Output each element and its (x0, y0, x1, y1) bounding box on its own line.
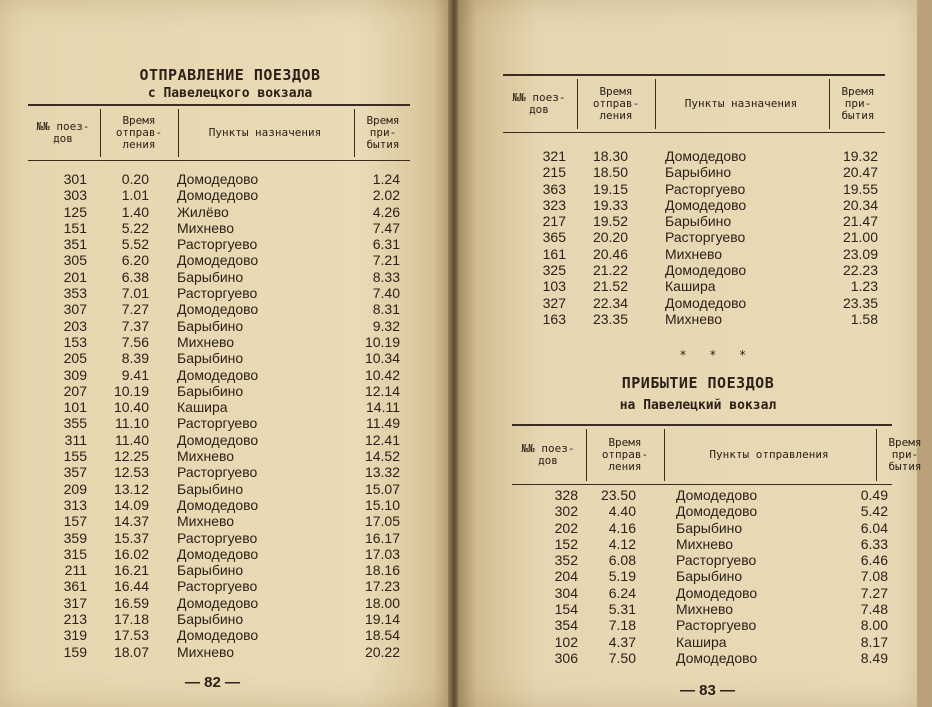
departure-time: 23.50 (600, 487, 636, 503)
train-number: 152 (554, 535, 578, 552)
station-name: Барыбино (177, 382, 244, 399)
station-name: Домодедово (665, 262, 747, 279)
station-name: Домодедово (665, 196, 747, 213)
arrival-time: 8.49 (860, 649, 888, 666)
col-departure-time: Время отправ- ления (592, 85, 640, 122)
station-name: Расторгуево (665, 229, 746, 246)
table-row (40, 611, 400, 627)
table-row (538, 585, 888, 601)
table-row (538, 487, 888, 503)
train-number: 151 (63, 219, 87, 236)
departure-time: 17.53 (113, 627, 149, 644)
table-row (538, 634, 888, 650)
station-name: Домодедово (177, 431, 259, 448)
departure-time: 16.44 (113, 578, 149, 595)
departures-continued-table (528, 148, 878, 327)
table-row (40, 513, 400, 529)
departure-time: 5.19 (608, 568, 636, 585)
table-row (538, 552, 888, 568)
station-name: Расторгуево (177, 529, 258, 546)
table-row (528, 229, 878, 245)
train-number: 207 (63, 382, 87, 399)
train-number: 325 (542, 262, 566, 279)
table-row (538, 568, 888, 584)
page-number-left: — 82 — (185, 674, 241, 691)
train-number: 211 (64, 562, 87, 579)
departure-time: 9.41 (121, 366, 149, 383)
arrival-time: 15.10 (364, 496, 400, 513)
arrival-time: 13.32 (364, 464, 400, 481)
train-number: 327 (542, 294, 566, 311)
arrival-time: 18.00 (364, 594, 400, 611)
train-number: 359 (63, 529, 87, 546)
arrival-time: 20.47 (842, 164, 878, 181)
table-row (40, 562, 400, 578)
train-number: 153 (63, 333, 87, 350)
departures-table (40, 171, 400, 660)
train-number: 202 (554, 519, 578, 536)
train-number: 154 (554, 601, 578, 618)
train-number: 357 (63, 464, 87, 481)
departure-time: 20.46 (592, 245, 628, 262)
departure-time: 4.37 (608, 633, 636, 650)
arrival-time: 19.32 (842, 148, 878, 164)
station-name: Расторгуево (177, 464, 258, 481)
train-number: 363 (542, 180, 566, 197)
departure-time: 7.37 (121, 317, 149, 334)
arrival-time: 6.46 (860, 552, 888, 569)
departure-time: 6.08 (608, 552, 636, 569)
table-row (528, 213, 878, 229)
train-number: 302 (554, 503, 578, 520)
arrival-time: 19.14 (364, 611, 400, 628)
col-train-number: №№ поез- дов (512, 91, 566, 116)
arrival-time: 18.16 (364, 562, 400, 579)
departure-time: 7.56 (121, 333, 149, 350)
station-name: Барыбино (665, 213, 732, 230)
station-name: Барыбино (177, 611, 244, 628)
table-row (528, 311, 878, 327)
arrival-time: 21.47 (842, 213, 878, 230)
arrival-time: 17.03 (364, 545, 400, 562)
col-destination: Пункты назначения (684, 97, 798, 110)
station-name: Михнево (665, 310, 723, 327)
arrival-time: 8.33 (372, 268, 400, 285)
departure-time: 1.40 (121, 203, 149, 220)
train-number: 306 (554, 649, 578, 666)
arrival-time: 17.05 (364, 513, 400, 530)
station-name: Домодедово (177, 627, 259, 644)
arrival-time: 1.23 (850, 278, 878, 295)
arrival-time: 9.32 (372, 317, 400, 334)
col-origin: Пункты отправления (709, 448, 829, 461)
station-name: Расторгуево (177, 285, 258, 302)
departure-time: 7.50 (608, 649, 636, 666)
train-number: 103 (542, 278, 566, 295)
arrivals-subtitle: на Павелецкий вокзал (619, 398, 777, 413)
table-row (40, 187, 400, 203)
arrival-time: 10.34 (364, 350, 400, 367)
arrival-time: 19.55 (842, 180, 878, 197)
table-row (528, 197, 878, 213)
table-row (40, 627, 400, 643)
table-row (538, 617, 888, 633)
train-number: 351 (63, 236, 87, 253)
table-row (40, 318, 400, 334)
table-row (40, 171, 400, 187)
station-name: Барыбино (177, 350, 244, 367)
departure-time: 12.53 (113, 464, 149, 481)
train-number: 101 (63, 399, 87, 416)
station-name: Михнево (177, 333, 235, 350)
arrival-time: 11.49 (366, 415, 400, 432)
station-name: Домодедово (177, 496, 259, 513)
departure-time: 5.31 (608, 601, 636, 618)
station-name: Михнево (177, 448, 235, 465)
arrival-time: 20.34 (842, 196, 878, 213)
table-row (538, 536, 888, 552)
departure-time: 14.09 (113, 496, 149, 513)
table-row (40, 269, 400, 285)
right-page (458, 0, 922, 707)
train-number: 102 (554, 633, 578, 650)
arrival-time: 17.23 (364, 578, 400, 595)
arrival-time: 23.35 (842, 294, 878, 311)
departure-time: 19.33 (592, 196, 628, 213)
arrival-time: 23.09 (842, 245, 878, 262)
train-number: 204 (554, 568, 578, 585)
train-number: 163 (542, 310, 566, 327)
arrival-time: 4.26 (372, 203, 400, 220)
train-number: 352 (554, 552, 578, 569)
arrival-time: 6.33 (860, 535, 888, 552)
arrival-time: 10.19 (364, 333, 400, 350)
table-row (40, 497, 400, 513)
arrival-time: 7.48 (860, 601, 888, 618)
table-row (40, 595, 400, 611)
col-arrival-time: Время при- бытия (366, 114, 400, 151)
train-number: 217 (542, 213, 566, 230)
train-number: 161 (542, 245, 566, 262)
station-name: Расторгуево (676, 617, 757, 634)
table-row (528, 164, 878, 180)
arrival-time: 6.31 (372, 236, 400, 253)
station-name: Домодедово (177, 171, 259, 187)
departure-time: 7.01 (121, 285, 149, 302)
table-row (40, 334, 400, 350)
departure-time: 18.50 (592, 164, 628, 181)
table-row (538, 520, 888, 536)
table-row (538, 503, 888, 519)
train-number: 157 (63, 513, 87, 530)
train-number: 328 (554, 487, 578, 503)
train-number: 365 (542, 229, 566, 246)
departure-time: 20.20 (592, 229, 628, 246)
departure-time: 21.22 (592, 262, 628, 279)
col-destination: Пункты назначения (208, 126, 322, 139)
station-name: Кашира (676, 633, 727, 650)
table-row (528, 295, 878, 311)
station-name: Михнево (177, 513, 235, 530)
table-row (40, 481, 400, 497)
departure-time: 4.12 (608, 535, 636, 552)
train-number: 307 (63, 301, 87, 318)
table-row (40, 301, 400, 317)
departure-time: 5.52 (121, 236, 149, 253)
departures-continued-header (503, 74, 885, 133)
col-arrival-time: Время при- бытия (841, 85, 875, 122)
table-row (528, 246, 878, 262)
departure-time: 6.24 (608, 584, 636, 601)
arrival-time: 7.27 (860, 584, 888, 601)
departure-time: 19.15 (592, 180, 628, 197)
train-number: 317 (63, 594, 87, 611)
station-name: Барыбино (676, 568, 743, 585)
station-name: Домодедово (177, 187, 259, 204)
station-name: Барыбино (676, 519, 743, 536)
train-number: 354 (554, 617, 578, 634)
train-number: 125 (63, 203, 87, 220)
table-row (40, 546, 400, 562)
station-name: Расторгуево (676, 552, 757, 569)
station-name: Домодедово (676, 584, 758, 601)
table-row (40, 204, 400, 220)
col-train-number: №№ поез- дов (521, 442, 575, 467)
station-name: Домодедово (177, 301, 259, 318)
arrival-time: 8.31 (372, 301, 400, 318)
arrival-time: 5.42 (860, 503, 888, 520)
table-row (528, 262, 878, 278)
arrival-time: 8.17 (860, 633, 888, 650)
table-row (40, 252, 400, 268)
table-row (40, 220, 400, 236)
train-number: 303 (63, 187, 87, 204)
left-page (0, 0, 452, 707)
station-name: Михнево (676, 535, 734, 552)
departures-table-header (28, 104, 410, 161)
station-name: Домодедово (177, 366, 259, 383)
train-number: 313 (63, 496, 87, 513)
table-row (528, 278, 878, 294)
train-number: 304 (554, 584, 578, 601)
train-number: 159 (63, 643, 87, 660)
train-number: 305 (63, 252, 87, 269)
train-number: 353 (63, 285, 87, 302)
train-number: 203 (63, 317, 87, 334)
arrival-time: 0.49 (860, 487, 888, 503)
arrival-time: 7.08 (860, 568, 888, 585)
departure-time: 1.01 (121, 187, 149, 204)
arrival-time: 14.52 (364, 448, 400, 465)
table-row (40, 285, 400, 301)
arrivals-table (538, 487, 888, 666)
departure-time: 10.19 (113, 382, 149, 399)
station-name: Домодедово (177, 594, 259, 611)
station-name: Михнево (676, 601, 734, 618)
departure-time: 4.40 (608, 503, 636, 520)
train-number: 201 (63, 268, 87, 285)
train-number: 155 (63, 448, 87, 465)
arrival-time: 20.22 (364, 643, 400, 660)
table-row (40, 399, 400, 415)
station-name: Домодедово (177, 252, 259, 269)
arrival-time: 15.07 (364, 480, 400, 497)
departure-time: 18.30 (592, 148, 628, 164)
departure-time: 21.52 (592, 278, 628, 295)
col-arrival-time: Время при- бытия (888, 436, 922, 473)
departure-time: 16.21 (113, 562, 149, 579)
departure-time: 11.10 (115, 415, 149, 432)
page-number-right: — 83 — (680, 682, 736, 699)
arrival-time: 7.40 (372, 285, 400, 302)
station-name: Кашира (665, 278, 716, 295)
arrivals-title: ПРИБЫТИЕ ПОЕЗДОВ (621, 374, 775, 392)
departure-time: 11.40 (115, 431, 149, 448)
train-number: 355 (63, 415, 87, 432)
train-number: 315 (63, 545, 87, 562)
departure-time: 15.37 (113, 529, 149, 546)
station-name: Михнево (665, 245, 723, 262)
table-row (40, 578, 400, 594)
arrival-time: 10.42 (364, 366, 400, 383)
train-number: 319 (63, 627, 87, 644)
departures-subtitle: с Павелецкого вокзала (147, 86, 313, 101)
arrival-time: 1.24 (372, 171, 400, 187)
section-divider-stars: * * * (680, 348, 756, 362)
table-row (40, 350, 400, 366)
departure-time: 0.20 (121, 171, 149, 187)
departure-time: 23.35 (592, 310, 628, 327)
station-name: Расторгуево (177, 578, 258, 595)
table-row (40, 432, 400, 448)
col-departure-time: Время отправ- ления (601, 436, 649, 473)
train-number: 321 (542, 148, 566, 164)
departure-time: 17.18 (113, 611, 149, 628)
departures-title: ОТПРАВЛЕНИЕ ПОЕЗДОВ (139, 66, 321, 84)
col-train-number: №№ поез- дов (36, 120, 90, 145)
station-name: Михнево (177, 219, 235, 236)
station-name: Барыбино (177, 268, 244, 285)
departure-time: 7.27 (121, 301, 149, 318)
arrival-time: 16.17 (364, 529, 400, 546)
table-row (40, 383, 400, 399)
train-number: 309 (63, 366, 87, 383)
table-row (40, 464, 400, 480)
station-name: Михнево (177, 643, 235, 660)
station-name: Барыбино (177, 562, 244, 579)
station-name: Барыбино (177, 317, 244, 334)
train-number: 213 (63, 611, 87, 628)
arrival-time: 12.14 (364, 382, 400, 399)
arrival-time: 18.54 (364, 627, 400, 644)
arrival-time: 8.00 (860, 617, 888, 634)
station-name: Расторгуево (177, 236, 258, 253)
departure-time: 4.16 (608, 519, 636, 536)
station-name: Кашира (177, 399, 228, 416)
station-name: Барыбино (177, 480, 244, 497)
departure-time: 10.40 (113, 399, 149, 416)
departure-time: 8.39 (121, 350, 149, 367)
table-row (538, 601, 888, 617)
departure-time: 12.25 (113, 448, 149, 465)
arrival-time: 7.21 (372, 252, 400, 269)
arrivals-table-header (512, 424, 922, 485)
station-name: Жилёво (177, 203, 229, 220)
station-name: Домодедово (676, 503, 758, 520)
departure-time: 22.34 (592, 294, 628, 311)
departure-time: 6.20 (121, 252, 149, 269)
table-row (40, 236, 400, 252)
train-number: 215 (542, 164, 566, 181)
station-name: Домодедово (665, 148, 747, 164)
arrival-time: 22.23 (842, 262, 878, 279)
departure-time: 18.07 (113, 643, 149, 660)
departure-time: 14.37 (113, 513, 149, 530)
train-number: 301 (63, 171, 87, 187)
departure-time: 13.12 (113, 480, 149, 497)
station-name: Домодедово (676, 649, 758, 666)
arrival-time: 7.47 (372, 219, 400, 236)
arrival-time: 1.58 (850, 310, 878, 327)
arrival-time: 21.00 (842, 229, 878, 246)
station-name: Домодедово (676, 487, 758, 503)
table-row (40, 644, 400, 660)
table-row (528, 181, 878, 197)
train-number: 209 (63, 480, 87, 497)
table-row (40, 530, 400, 546)
train-number: 323 (542, 196, 566, 213)
departure-time: 19.52 (592, 213, 628, 230)
arrival-time: 12.41 (364, 431, 400, 448)
table-row (40, 448, 400, 464)
train-number: 361 (63, 578, 87, 595)
departure-time: 16.02 (113, 545, 149, 562)
arrival-time: 14.11 (366, 399, 400, 416)
departure-time: 7.18 (608, 617, 636, 634)
departure-time: 16.59 (113, 594, 149, 611)
station-name: Барыбино (665, 164, 732, 181)
station-name: Домодедово (177, 545, 259, 562)
station-name: Домодедово (665, 294, 747, 311)
table-row (40, 367, 400, 383)
train-number: 205 (63, 350, 87, 367)
departure-time: 5.22 (121, 219, 149, 236)
arrival-time: 2.02 (372, 187, 400, 204)
station-name: Расторгуево (665, 180, 746, 197)
table-row (40, 415, 400, 431)
station-name: Расторгуево (177, 415, 258, 432)
table-row (528, 148, 878, 164)
arrival-time: 6.04 (860, 519, 888, 536)
departure-time: 6.38 (121, 268, 149, 285)
col-departure-time: Время отправ- ления (115, 114, 163, 151)
train-number: 311 (64, 431, 87, 448)
table-row (538, 650, 888, 666)
